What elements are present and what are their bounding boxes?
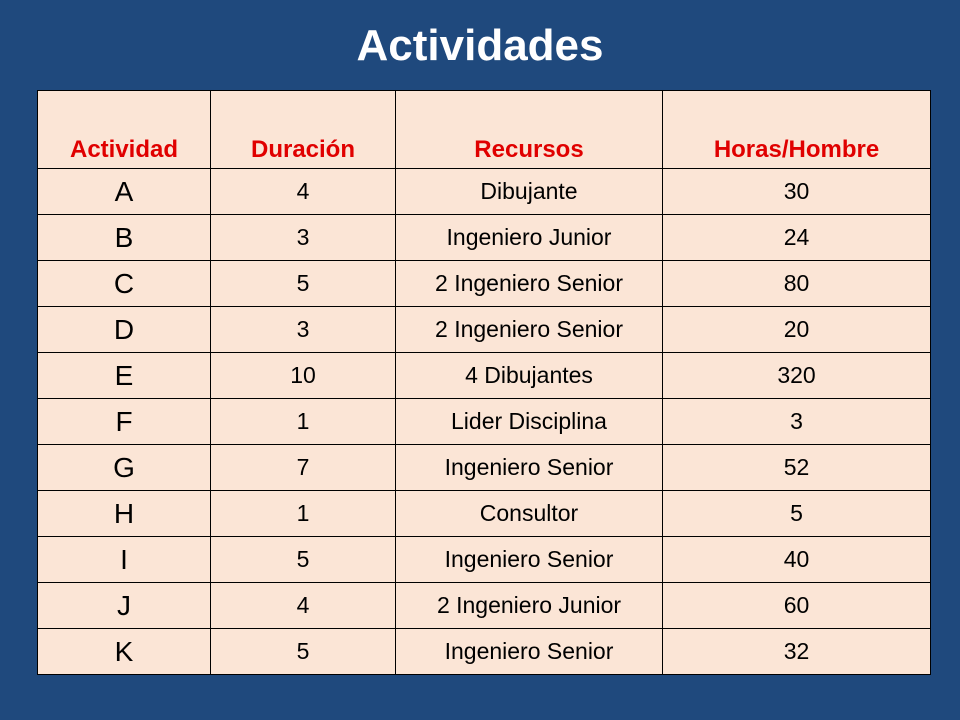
cell-duracion: 1 [211,491,396,537]
cell-horas-hombre: 20 [663,307,931,353]
header-recursos: Recursos [396,91,663,169]
cell-recursos: Ingeniero Senior [396,537,663,583]
cell-duracion: 1 [211,399,396,445]
table-row [38,399,931,445]
cell-duracion: 5 [211,537,396,583]
cell-recursos: Ingeniero Junior [396,215,663,261]
cell-actividad: H [38,491,211,537]
cell-duracion: 3 [211,307,396,353]
cell-duracion: 5 [211,261,396,307]
cell-horas-hombre: 5 [663,491,931,537]
cell-duracion: 3 [211,215,396,261]
cell-horas-hombre: 80 [663,261,931,307]
activities-table [37,90,931,675]
table-row [38,261,931,307]
cell-recursos: 2 Ingeniero Junior [396,583,663,629]
cell-actividad: J [38,583,211,629]
table-row [38,353,931,399]
cell-actividad: C [38,261,211,307]
table-body [38,169,931,675]
table-row [38,629,931,675]
cell-duracion: 5 [211,629,396,675]
cell-horas-hombre: 30 [663,169,931,215]
slide-title: Actividades [356,21,604,70]
cell-horas-hombre: 24 [663,215,931,261]
cell-recursos: 4 Dibujantes [396,353,663,399]
header-duracion: Duración [211,91,396,169]
cell-horas-hombre: 32 [663,629,931,675]
cell-recursos: Ingeniero Senior [396,629,663,675]
cell-actividad: I [38,537,211,583]
cell-duracion: 7 [211,445,396,491]
cell-recursos: Lider Disciplina [396,399,663,445]
cell-horas-hombre: 40 [663,537,931,583]
table-row [38,215,931,261]
cell-actividad: F [38,399,211,445]
header-actividad: Actividad [38,91,211,169]
cell-horas-hombre: 3 [663,399,931,445]
cell-horas-hombre: 52 [663,445,931,491]
cell-recursos: Ingeniero Senior [396,445,663,491]
table-header-row [38,91,931,169]
cell-recursos: 2 Ingeniero Senior [396,261,663,307]
cell-actividad: E [38,353,211,399]
cell-duracion: 4 [211,583,396,629]
cell-actividad: A [38,169,211,215]
cell-actividad: G [38,445,211,491]
cell-horas-hombre: 60 [663,583,931,629]
cell-horas-hombre: 320 [663,353,931,399]
cell-recursos: Dibujante [396,169,663,215]
table-row [38,537,931,583]
cell-duracion: 10 [211,353,396,399]
cell-actividad: K [38,629,211,675]
cell-duracion: 4 [211,169,396,215]
cell-actividad: B [38,215,211,261]
table-row [38,169,931,215]
table-row [38,491,931,537]
table-row [38,445,931,491]
cell-recursos: 2 Ingeniero Senior [396,307,663,353]
cell-recursos: Consultor [396,491,663,537]
header-horas-hombre: Horas/Hombre [663,91,931,169]
table-row [38,583,931,629]
table-row [38,307,931,353]
cell-actividad: D [38,307,211,353]
